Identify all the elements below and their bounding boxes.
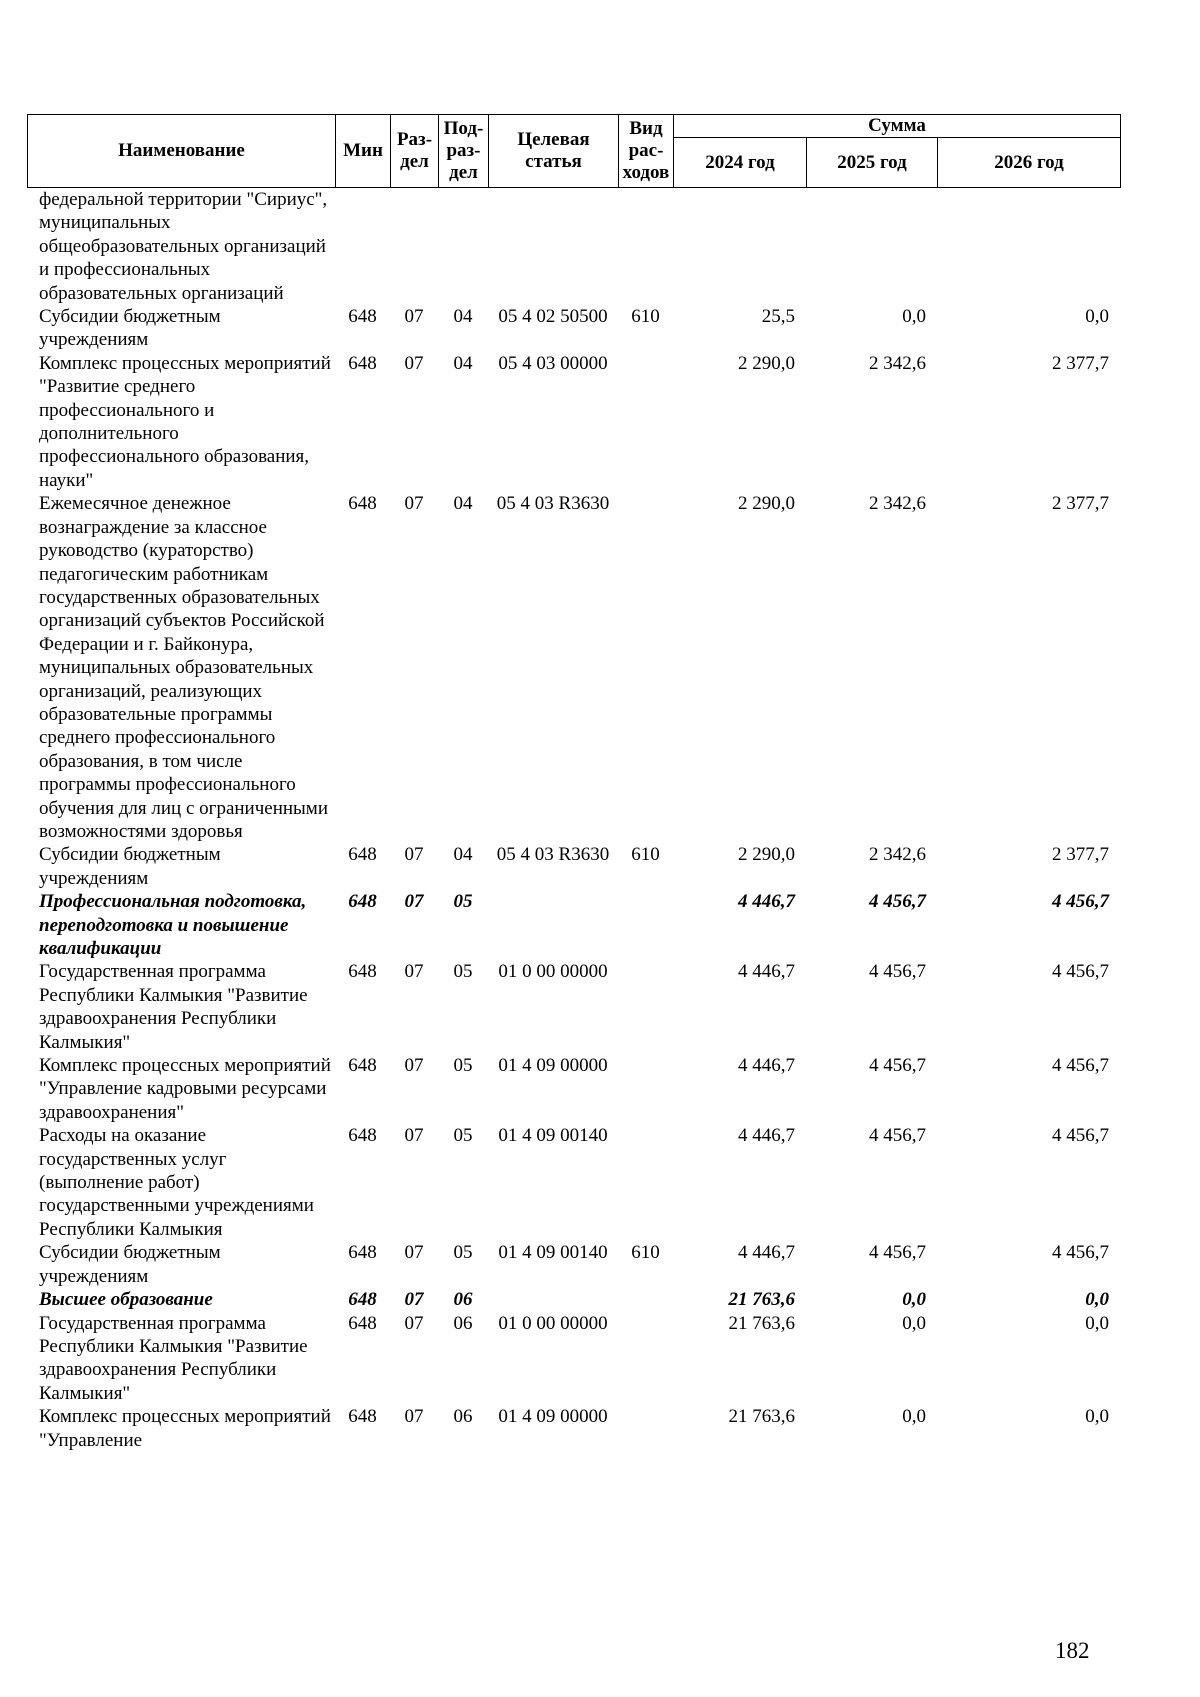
header-sum: Сумма xyxy=(674,115,1121,138)
table-header xyxy=(27,114,1121,188)
row-vid xyxy=(618,1124,673,1241)
row-2026: 4 456,7 xyxy=(1052,891,1109,913)
row-2024: 21 763,6 xyxy=(728,1406,795,1428)
row-2026: 4 456,7 xyxy=(1052,961,1109,983)
row-vid xyxy=(618,890,673,960)
row-2026: 2 377,7 xyxy=(1052,493,1109,515)
row-2026: 0,0 xyxy=(1085,1406,1109,1428)
row-name: Государственная программа Республики Калмыкия "Развитие здравоохранения Республики Калмыкия" xyxy=(39,1312,308,1404)
table-row xyxy=(27,1405,1120,1452)
row-2025: 4 456,7 xyxy=(869,1125,926,1147)
row-2024: 4 446,7 xyxy=(738,891,795,913)
budget-table xyxy=(27,188,1120,1452)
row-target: 01 4 09 00000 xyxy=(498,1055,608,1077)
row-2024: 4 446,7 xyxy=(738,1125,795,1147)
row-razdel: 07 xyxy=(404,891,424,913)
row-target xyxy=(488,188,618,305)
row-2024: 2 290,0 xyxy=(738,352,795,374)
row-target: 01 4 09 00140 xyxy=(498,1125,608,1147)
table-row xyxy=(27,492,1120,843)
row-vid xyxy=(618,1405,673,1452)
table-row xyxy=(27,1124,1120,1241)
row-razdel: 07 xyxy=(404,844,424,866)
header-name: Наименование xyxy=(28,115,336,188)
row-vid: 610 xyxy=(631,306,660,328)
header-year-2024: 2024 год xyxy=(674,138,807,188)
row-name: Профессиональная подготовка, переподготовка и повышение квалификации xyxy=(39,891,307,959)
row-podrazdel: 05 xyxy=(453,891,473,913)
row-vid xyxy=(618,492,673,843)
row-min: 648 xyxy=(348,844,377,866)
header-min: Мин xyxy=(336,115,391,188)
row-podrazdel: 05 xyxy=(453,1125,473,1147)
row-razdel xyxy=(390,188,438,305)
row-podrazdel: 06 xyxy=(453,1312,473,1334)
row-target: 05 4 03 R3630 xyxy=(496,493,610,515)
row-min: 648 xyxy=(348,1242,377,1264)
row-min: 648 xyxy=(348,352,377,374)
row-razdel: 07 xyxy=(404,352,424,374)
row-podrazdel: 05 xyxy=(453,1055,473,1077)
row-2025: 4 456,7 xyxy=(869,1242,926,1264)
row-name: Расходы на оказание государственных услуг (выполнение работ) государственными учреждениями Республики Калмыкия xyxy=(39,1125,314,1240)
row-podrazdel: 05 xyxy=(453,961,473,983)
row-target: 01 0 00 00000 xyxy=(498,961,608,983)
row-2025: 0,0 xyxy=(902,1406,926,1428)
row-name: Высшее образование xyxy=(39,1289,213,1311)
row-vid: 610 xyxy=(631,844,660,866)
row-min: 648 xyxy=(348,1312,377,1334)
row-min xyxy=(335,188,390,305)
row-name: федеральной территории "Сириус", муниципальных общеобразовательных организаций и профессиональных образовательных организаций xyxy=(39,189,328,304)
row-target: 01 4 09 00140 xyxy=(498,1242,608,1264)
row-min: 648 xyxy=(348,961,377,983)
row-2025: 0,0 xyxy=(902,306,926,328)
row-razdel: 07 xyxy=(404,1312,424,1334)
row-razdel: 07 xyxy=(404,961,424,983)
table-row xyxy=(27,960,1120,1054)
row-podrazdel: 06 xyxy=(453,1289,473,1311)
row-2026: 4 456,7 xyxy=(1052,1125,1109,1147)
row-name: Комплекс процессных мероприятий "Управление xyxy=(39,1406,331,1451)
header-year-2026: 2026 год xyxy=(938,138,1121,188)
row-podrazdel: 04 xyxy=(453,844,473,866)
row-2025: 4 456,7 xyxy=(869,891,926,913)
row-vid xyxy=(618,1312,673,1406)
row-razdel: 07 xyxy=(404,1289,424,1311)
row-target: 05 4 03 00000 xyxy=(498,352,608,374)
row-2024: 4 446,7 xyxy=(738,1055,795,1077)
row-target: 01 4 09 00000 xyxy=(498,1406,608,1428)
row-2025: 4 456,7 xyxy=(869,961,926,983)
page-number: 182 xyxy=(1055,1638,1090,1663)
row-name: Государственная программа Республики Калмыкия "Развитие здравоохранения Республики Калмыкия" xyxy=(39,961,308,1053)
row-2024: 21 763,6 xyxy=(728,1289,795,1311)
table-row xyxy=(27,890,1120,960)
row-vid xyxy=(618,352,673,492)
row-2026: 4 456,7 xyxy=(1052,1242,1109,1264)
row-min: 648 xyxy=(348,306,377,328)
row-2026: 0,0 xyxy=(1085,306,1109,328)
row-min: 648 xyxy=(348,1125,377,1147)
row-vid: 610 xyxy=(631,1242,660,1264)
row-podrazdel: 04 xyxy=(453,352,473,374)
row-razdel: 07 xyxy=(404,1406,424,1428)
row-target: 05 4 02 50500 xyxy=(498,306,608,328)
row-target: 05 4 03 R3630 xyxy=(496,844,610,866)
row-min: 648 xyxy=(348,891,377,913)
row-name: Субсидии бюджетным учреждениям xyxy=(39,844,221,889)
header-razdel: Раз- дел xyxy=(391,115,439,188)
row-2024: 25,5 xyxy=(761,306,795,328)
row-2026 xyxy=(937,188,1120,305)
row-2024: 4 446,7 xyxy=(738,1242,795,1264)
row-2025: 0,0 xyxy=(902,1289,926,1311)
row-target: 01 0 00 00000 xyxy=(498,1312,608,1334)
table-row xyxy=(27,1241,1120,1288)
table-row xyxy=(27,1054,1120,1124)
row-2024 xyxy=(673,188,806,305)
row-razdel: 07 xyxy=(404,1242,424,1264)
row-razdel: 07 xyxy=(404,1125,424,1147)
row-2024: 2 290,0 xyxy=(738,844,795,866)
row-podrazdel: 06 xyxy=(453,1406,473,1428)
row-2024: 4 446,7 xyxy=(738,961,795,983)
row-vid xyxy=(618,1288,673,1311)
row-min: 648 xyxy=(348,1055,377,1077)
row-target xyxy=(488,1288,618,1311)
row-podrazdel: 04 xyxy=(453,493,473,515)
row-2025: 4 456,7 xyxy=(869,1055,926,1077)
row-2024: 2 290,0 xyxy=(738,493,795,515)
row-2026: 2 377,7 xyxy=(1052,352,1109,374)
row-podrazdel xyxy=(438,188,488,305)
row-name: Комплекс процессных мероприятий "Развитие среднего профессионального и дополнительного профессионального образования, науки" xyxy=(39,352,331,491)
row-2026: 4 456,7 xyxy=(1052,1055,1109,1077)
row-min: 648 xyxy=(348,1289,377,1311)
row-2024: 21 763,6 xyxy=(728,1312,795,1334)
row-2026: 0,0 xyxy=(1085,1289,1109,1311)
row-razdel: 07 xyxy=(404,1055,424,1077)
row-name: Субсидии бюджетным учреждениям xyxy=(39,306,221,351)
row-name: Ежемесячное денежное вознаграждение за классное руководство (кураторство) педагогическим работникам государственных образовательных организаций субъектов Российской Федерации и г. Байконура, муниципальных образовательных организаций, реализующих образовательные программы среднего профессионального образования, в том числе программы профессионального обучения для лиц с ограниченными возможностями здоровья xyxy=(39,493,328,842)
row-name: Субсидии бюджетным учреждениям xyxy=(39,1242,221,1287)
header-target: Целевая статья xyxy=(489,115,619,188)
table-row xyxy=(27,352,1120,492)
row-vid xyxy=(618,960,673,1054)
table-row xyxy=(27,188,1120,305)
row-2025 xyxy=(806,188,937,305)
table-row xyxy=(27,1288,1120,1311)
table-row xyxy=(27,305,1120,352)
row-2025: 2 342,6 xyxy=(869,352,926,374)
row-min: 648 xyxy=(348,493,377,515)
header-podrazdel: Под- раз- дел xyxy=(439,115,489,188)
row-vid xyxy=(618,1054,673,1124)
row-min: 648 xyxy=(348,1406,377,1428)
row-2025: 2 342,6 xyxy=(869,493,926,515)
header-year-2025: 2025 год xyxy=(807,138,938,188)
row-target xyxy=(488,890,618,960)
row-2026: 2 377,7 xyxy=(1052,844,1109,866)
row-razdel: 07 xyxy=(404,306,424,328)
row-vid xyxy=(618,188,673,305)
header-vid: Вид рас- ходов xyxy=(619,115,674,188)
table-row xyxy=(27,1312,1120,1406)
row-2025: 2 342,6 xyxy=(869,844,926,866)
row-podrazdel: 05 xyxy=(453,1242,473,1264)
row-podrazdel: 04 xyxy=(453,306,473,328)
row-name: Комплекс процессных мероприятий "Управление кадровыми ресурсами здравоохранения" xyxy=(39,1055,331,1123)
row-razdel: 07 xyxy=(404,493,424,515)
row-2026: 0,0 xyxy=(1085,1312,1109,1334)
table-row xyxy=(27,843,1120,890)
row-2025: 0,0 xyxy=(902,1312,926,1334)
